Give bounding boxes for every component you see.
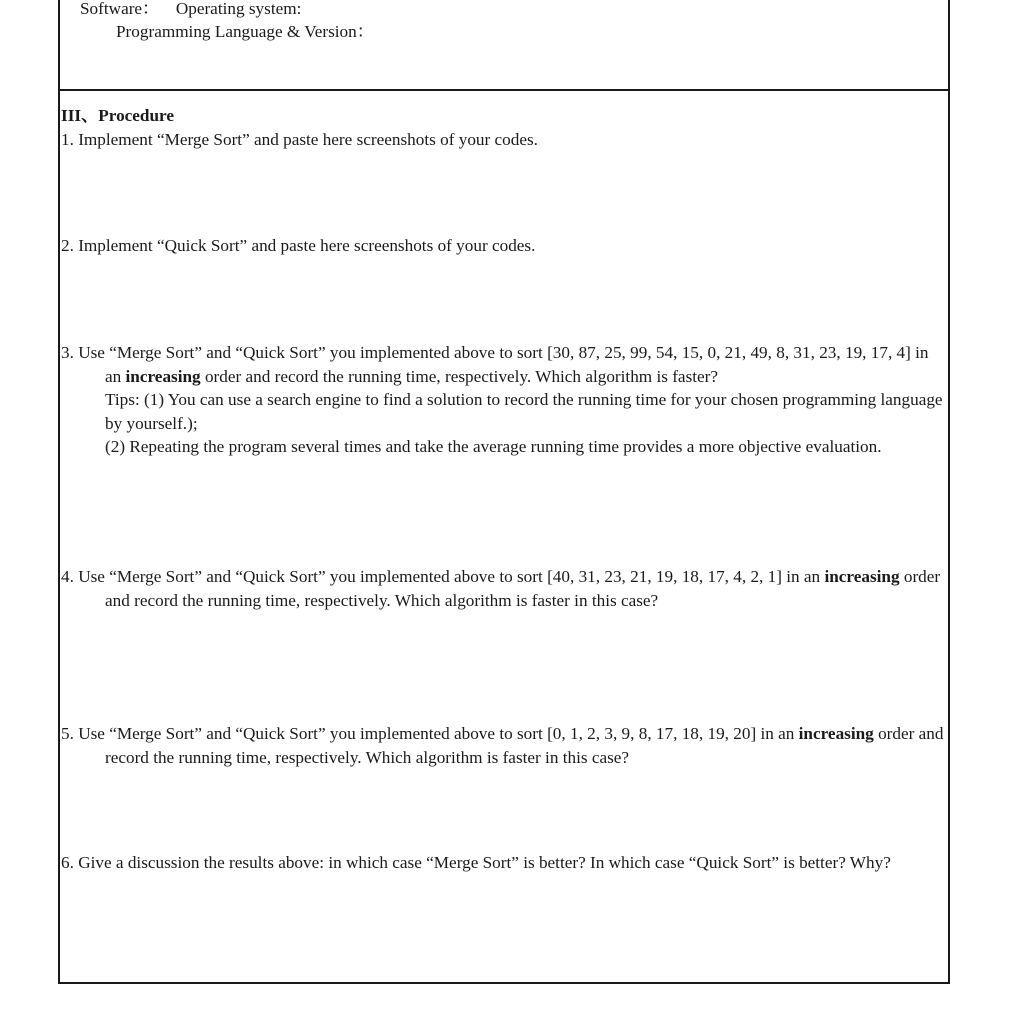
item-5-emphasis: increasing: [798, 724, 874, 743]
procedure-item-2: [61, 234, 945, 258]
procedure-item-6: [61, 851, 945, 875]
software-row: [80, 0, 301, 21]
item-6-text: 6. Give a discussion the results above: in which case “Merge Sort” is better? In which case “Quick Sort” is better? Why?: [61, 853, 891, 872]
item-3-tip-2: (2) Repeating the program several times and take the average running time provides a more objective evaluation.: [105, 437, 882, 456]
item-5-text-before: 5. Use “Merge Sort” and “Quick Sort” you implemented above to sort [0, 1, 2, 3, 9, 8, 17, 18, 19, 20] in an: [61, 724, 799, 743]
item-1-text: 1. Implement “Merge Sort” and paste here screenshots of your codes.: [61, 130, 538, 149]
procedure-heading: III、Procedure: [61, 106, 174, 125]
item-4-text: [61, 565, 945, 612]
item-2-text: 2. Implement “Quick Sort” and paste here screenshots of your codes.: [61, 236, 536, 255]
item-3-emphasis: increasing: [125, 366, 201, 386]
item-5-text: [61, 722, 945, 769]
item-3-text: [61, 341, 945, 388]
item-4-emphasis: increasing: [824, 567, 900, 586]
language-label: Programming Language & Version：: [116, 22, 374, 41]
item-3-text-before: 3. Use “Merge Sort” and “Quick Sort” you implemented above to sort [30, 87, 25, 99, 54, 15, 0, 21, 49, 8, 31, 23, 19, 17, 4] in an: [61, 343, 929, 386]
item-4-text-after: order and record the running time, respectively. Which algorithm is faster in this case?: [105, 567, 941, 610]
section-divider: [58, 89, 950, 91]
procedure-item-5: [61, 722, 945, 769]
item-4-text-before: 4. Use “Merge Sort” and “Quick Sort” you implemented above to sort [40, 31, 23, 21, 19, 18, 17, 4, 2, 1] in an: [61, 567, 825, 586]
item-3-tip-1: Tips: (1) You can use a search engine to find a solution to record the running time for your chosen programming language by yourself.);: [105, 390, 943, 433]
item-3-text-after: order and record the running time, respectively. Which algorithm is faster?: [200, 366, 719, 386]
procedure-item-1: [61, 128, 945, 152]
os-label: Operating system:: [175, 0, 302, 18]
procedure-item-3: [61, 341, 945, 459]
software-label: Software：: [80, 0, 160, 18]
procedure-item-4: [61, 565, 945, 612]
item-5-text-after: order and record the running time, respectively. Which algorithm is faster in this case?: [105, 724, 944, 767]
